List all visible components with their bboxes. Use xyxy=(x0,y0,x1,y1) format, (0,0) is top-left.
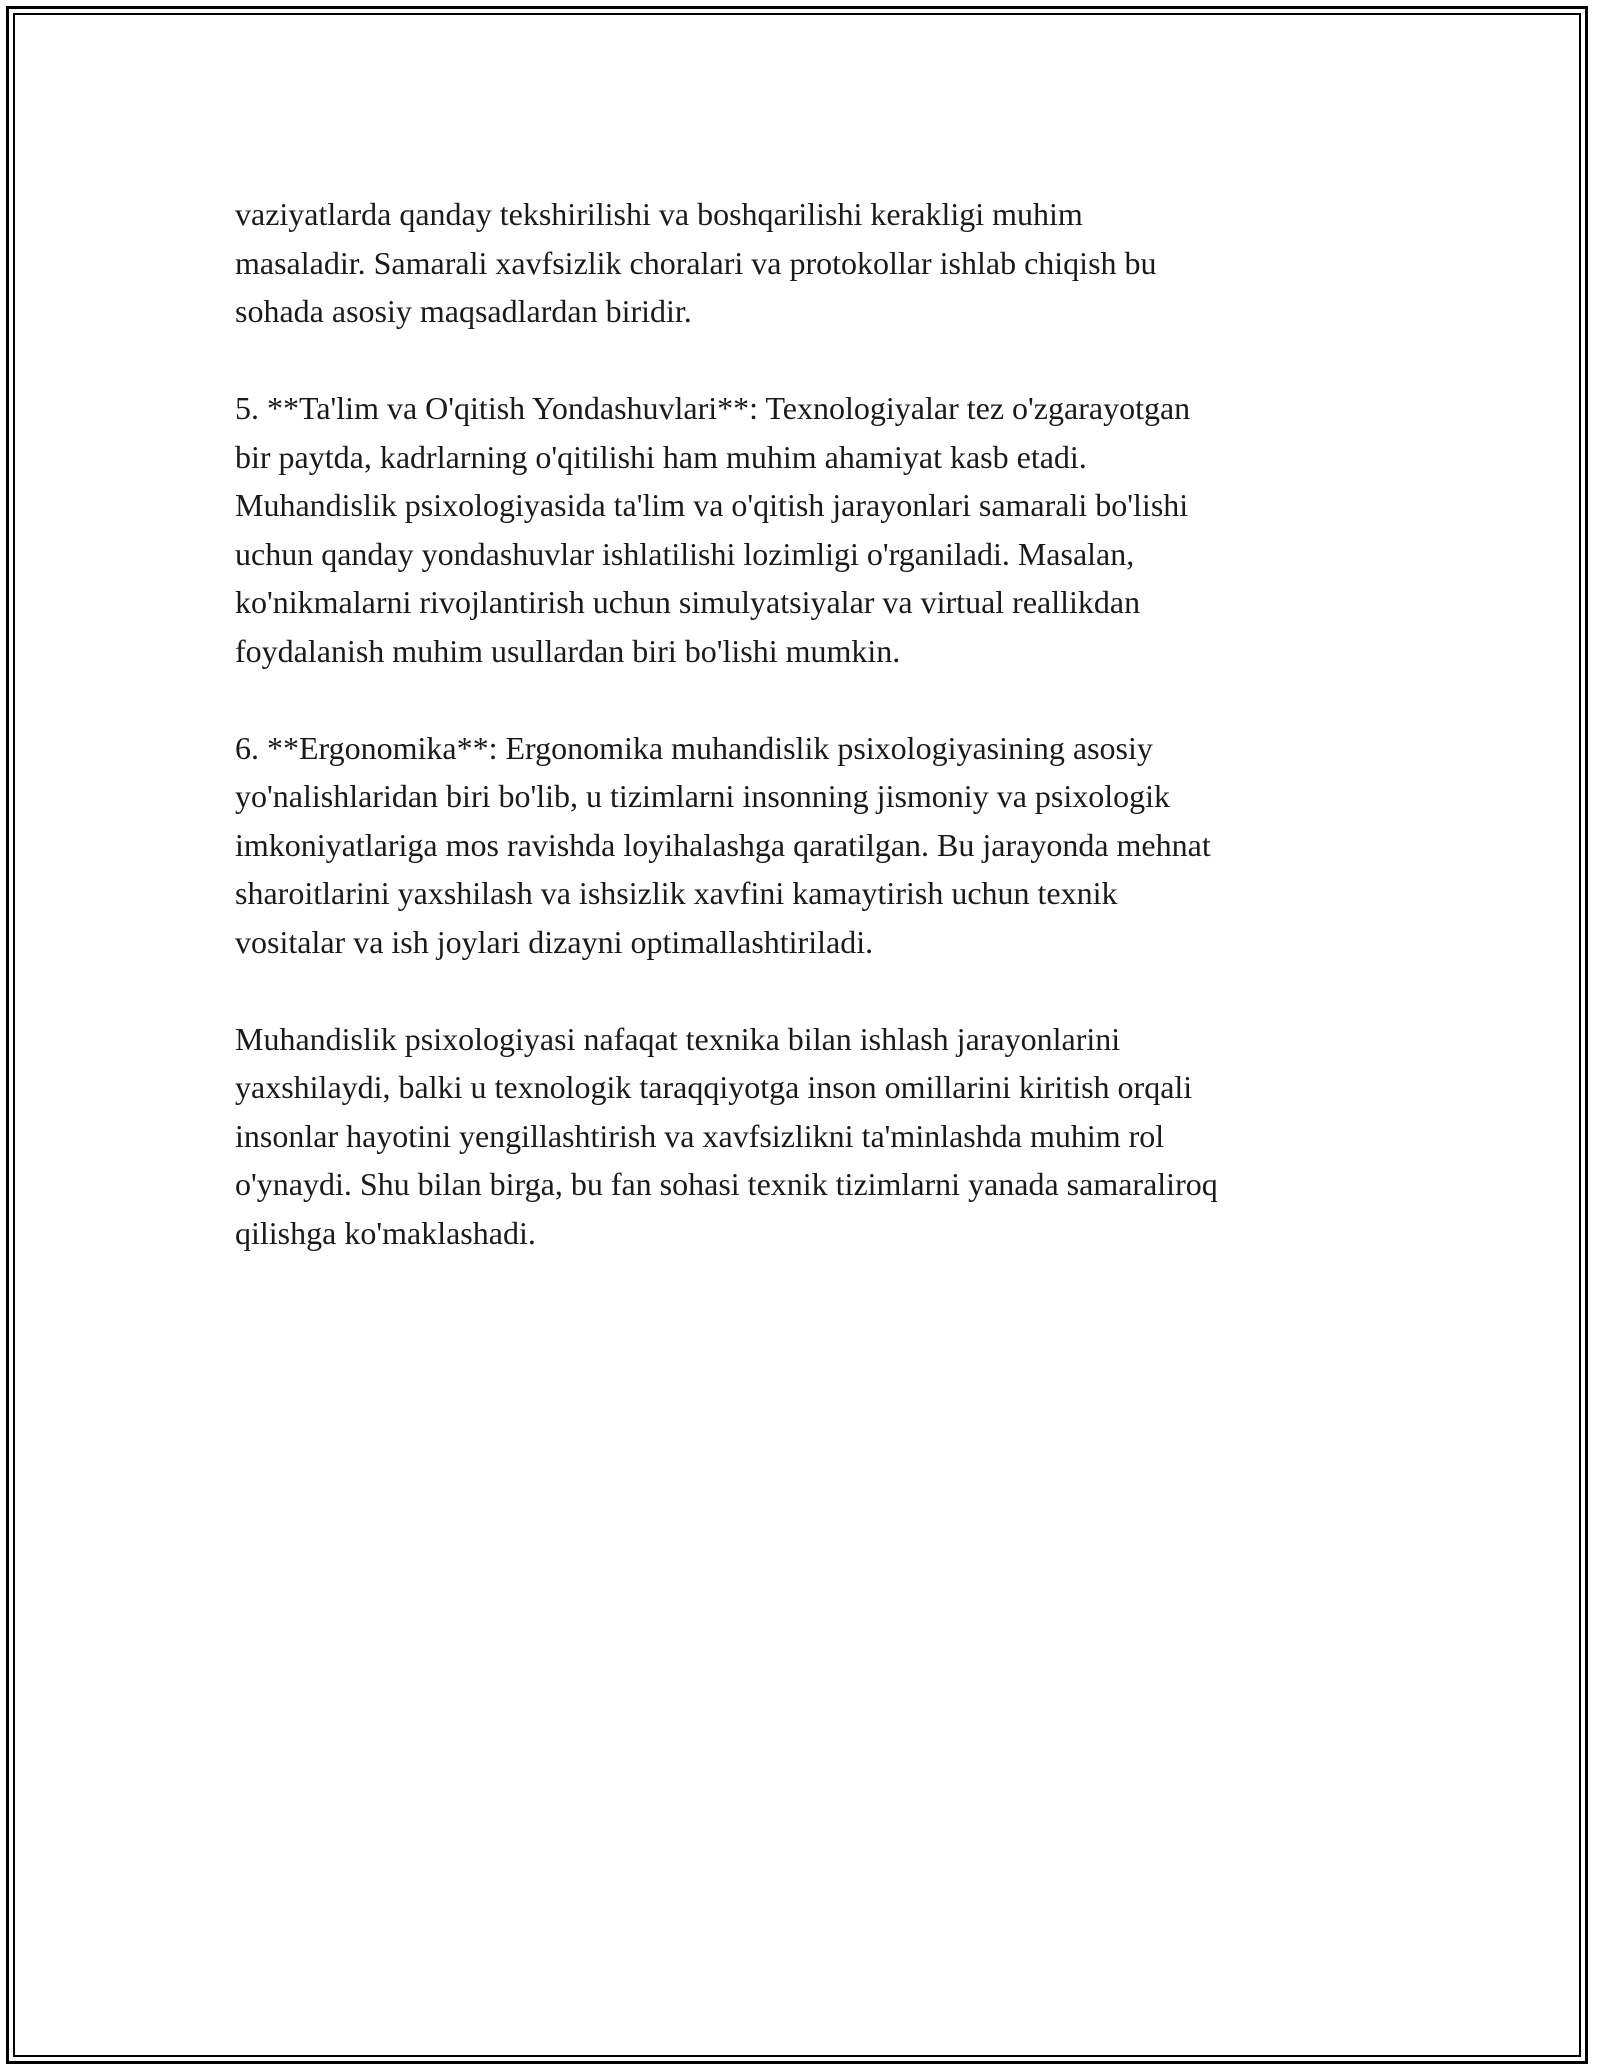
text-line: ko'nikmalarni rivojlantirish uchun simulyatsiyalar va virtual reallikdan xyxy=(235,584,1141,620)
text-line: foydalanish muhim usullardan biri bo'lishi mumkin. xyxy=(235,632,901,669)
paragraph-item-6 xyxy=(235,724,1385,967)
text-line: 6. **Ergonomika**: Ergonomika muhandislik psixologiyasining asosiy xyxy=(235,729,1153,766)
paragraph-item-5 xyxy=(235,384,1385,675)
text-line: sharoitlarini yaxshilash va ishsizlik xavfini kamaytirish uchun texnik xyxy=(235,875,1118,911)
text-line: insonlar hayotini yengillashtirish va xavfsizlikni ta'minlashda muhim rol xyxy=(235,1117,1165,1154)
paragraph-continuation xyxy=(235,190,1385,336)
text-line: imkoniyatlariga mos ravishda loyihalashga qaratilgan. Bu jarayonda mehnat xyxy=(235,826,1211,863)
text-line: o'ynaydi. Shu bilan birga, bu fan sohasi texnik tizimlarni yanada samaraliroq xyxy=(235,1166,1218,1202)
text-line: uchun qanday yondashuvlar ishlatilishi lozimligi o'rganiladi. Masalan, xyxy=(235,535,1135,572)
text-line: 5. **Ta'lim va O'qitish Yondashuvlari**: Texnologiyalar tez o'zgarayotgan xyxy=(235,390,1191,426)
text-line: vositalar va ish joylari dizayni optimallashtiriladi. xyxy=(235,923,874,960)
text-line: yaxshilaydi, balki u texnologik taraqqiyotga inson omillarini kiritish orqali xyxy=(235,1069,1193,1105)
paragraph-conclusion xyxy=(235,1015,1385,1258)
text-line: Muhandislik psixologiyasida ta'lim va o'qitish jarayonlari samarali bo'lishi xyxy=(235,487,1189,523)
document-body xyxy=(235,190,1385,1306)
text-line: sohada asosiy maqsadlardan biridir. xyxy=(235,293,692,329)
text-line: qilishga ko'maklashadi. xyxy=(235,1214,536,1251)
text-line: Muhandislik psixologiyasi nafaqat texnika bilan ishlash jarayonlarini xyxy=(235,1020,1121,1057)
text-line: vaziyatlarda qanday tekshirilishi va boshqarilishi kerakligi muhim xyxy=(235,196,1083,232)
text-line: bir paytda, kadrlarning o'qitilishi ham muhim ahamiyat kasb etadi. xyxy=(235,438,1087,475)
text-line: yo'nalishlaridan biri bo'lib, u tizimlarni insonning jismoniy va psixologik xyxy=(235,778,1171,814)
text-line: masaladir. Samarali xavfsizlik choralari va protokollar ishlab chiqish bu xyxy=(235,244,1157,281)
